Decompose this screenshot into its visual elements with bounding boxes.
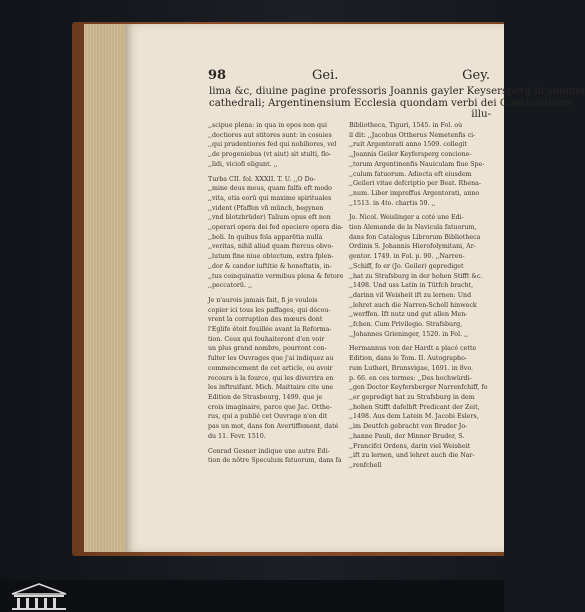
text-line: ,,er gepredigt hat zu Strafsburg in dem [349,393,475,401]
text-line: ,,ruit Argentorati anno 1509. collegit [349,141,467,149]
text-line: ,,veritas, nihil aliud quam ftercus obvo- [208,243,334,251]
text-line: ,,hohen Stifft dafelbft Predicant der Zeit, [349,403,480,411]
text-line: commencement de cet article, ou avoir [208,364,333,372]
text-line: ,,hanne Pauli, der Minner Bruder, S. [349,432,465,440]
text-line: ,,renfchell [349,461,382,469]
text-line: ,,doctiores aut stitores sunt: in cosuies [208,131,332,139]
running-header [208,68,490,86]
text-line: du 11. Fevr. 1510. [208,432,266,440]
text-line: ,,qui prudentiores fed qui nobiliores, vel [208,141,337,149]
text-line: Conrad Gesner indique une autre Edi- [208,447,330,455]
running-head-left: Gei. [312,68,339,83]
text-line: les inftruifant. Mich. Maittaire cite une [208,384,334,392]
text-line: Edition de Strasbourg, 1499. que je [208,393,323,401]
text-line: ,,scipue plena: in qua in epos non qui [208,122,328,129]
text-line: ,,darinn vil Weisheit ift zu lernen: Und [349,291,472,299]
text-line: ,,1498. Und uss Latin in Tütfch bracht, [349,282,474,290]
text-line: ,,Schiff, fo er (Jo. Geiler) geprediget [349,262,464,270]
page-edges [84,24,128,552]
text-line: p. 66. en ces termes: ,,Des hochwürdi- [349,374,472,382]
text-line: ,,num. Liber impreffus Argentorati, anno [349,189,480,197]
text-line: ,,lehret auch die Narren-Schell hinweck [349,301,477,309]
text-line: Hermannus von der Hardt a placé cette [349,345,477,353]
text-line: ,,vita, etia eorū qui maxime spirituales [208,194,332,202]
text-line: ,,1513. in 4to. chartis 59. ,, [349,199,436,207]
text-line: Bibliotheca, Tiguri, 1545. in Fol. où [349,122,463,129]
text-line: ,,de progeniebus (vt aiut) sit stulti, flo- [208,151,332,159]
text-line: ,,werffen. Ift nutz und gut allen Men- [349,311,468,319]
text-line: ,,tus coinquinatio vermibus plena & fetore [208,272,344,280]
text-line: Je n'aurois jamais fait, fi je voulois [208,296,318,304]
left-text-column [208,121,342,466]
text-line: ,,lutum fine niue obtectum, extra fplen- [208,253,334,261]
lead-title-block [209,86,585,121]
text-line: pas un mot, dans fon Avertiffement, daté [208,423,339,431]
text-line: ,,vnd blotzbrüder) Talium opus eft non [208,214,331,222]
text-line: ,,Geileri vitae defcriptio per Beat. Rhena- [349,180,482,188]
text-line: Edition, dans le Tom. II. Autographo- [349,355,468,363]
text-line: ,,peccatorū. ,, [208,282,252,290]
text-line: ,,gen Doctor Keyfersberger Narrenfchiff, fo [349,384,488,392]
text-line: ,,1498. Aus dem Latein M. Jacobi Eslers, [349,413,479,421]
text-line: dans fon Catalogus Librorum Bibliotheca [349,233,481,241]
text-line: copier ici tous les paffages, qui décou- [208,306,331,314]
lead-line: lima &c, diuine pagine professoris Joannis gayler Keysersperg in summa [209,86,585,97]
lead-line: illu- [471,109,491,120]
page-number: 98 [208,68,227,83]
text-line: vrent la corruption des mœurs dont [208,316,323,324]
text-line: ,,ift zu lernen, und lehret auch die Nar- [349,452,475,460]
text-line: Turba CII. fol. XXXII. T. U. ,,O Do- [208,175,316,183]
text-line: ,,Joannis Geiler Keyfersperg concione- [349,151,472,159]
text-line: Jo. Nicol. Weislinger a coté une Edi- [349,214,464,222]
library-logo-icon [6,580,72,612]
text-line: ,,torum Argentinenfis Nauiculam fiue Spe- [349,160,485,168]
text-line: crois imaginaire, parce que Jac. Otthe- [208,403,332,411]
text-line: tion de nôtre Speculum fatuorum, dans fa [208,457,342,465]
text-line: ,,boli. In quibus fola apparētia nulla [208,233,323,241]
text-line: l'Eglife étoit fouillée avant la Reforma- [208,326,332,334]
text-line: ,,im Deutfch gebracht von Bruder Jo- [349,423,468,431]
text-line: tion. Ceux qui fouhaiteront d'en voir [208,335,325,343]
text-line: ,,Johannes Grieninger, 1520. in Fol. ,, [349,330,469,338]
right-text-column [349,121,488,471]
text-line: il dit: ,,Jacobus Ottherus Nemetenfis ci- [349,131,476,139]
text-line: ,,lidi, viciofi eligunt. ,, [208,160,278,168]
text-line: ,,vident (Pfaffen vñ münch, begynen [208,204,324,212]
text-line: fulter les Ouvrages que j'ai indiquez au [208,355,334,363]
text-line: ,,fchen. Cum Privilegio. Strafsburg, [349,321,463,329]
text-line: un plus grand nombre, pourront con- [208,345,327,353]
text-line: ,,dor & candor iuftitie & honeftatis, in- [208,262,332,270]
text-line: ,,Francifci Ordens, darin viel Weisheit [349,442,471,450]
text-line: Ordinis S. Johannis Hierofolymitani, Ar- [349,243,476,251]
text-line: gentor. 1749. in Fol. p. 90. ,,Narren- [349,253,465,261]
text-line: ,,hat zu Strafsburg in der hohen Stifft &c. [349,272,483,280]
lead-line: cathedrali; Argentinensium Ecclesia quondam verbi dei Concionatoris [209,97,572,109]
text-line: ,,mine deus meus, quam falfa eft modo [208,185,332,193]
text-line: ,,culum fatuorum. Adiecta eft eiusdem [349,170,472,178]
text-line: tion Alemande de la Navicula fatuorum, [349,224,477,232]
text-line: rum Lutheri, Brunsvigae, 1691. in 8vo. [349,364,474,372]
text-line: ,,operari opera dei fed opeciere opera dia- [208,224,344,232]
text-line: recours à la fource, qui les diverrira en [208,374,334,382]
footer-bar [0,580,504,612]
text-line: rus, qui a publié cet Ouvrage n'en dit [208,413,328,421]
running-head-right: Gey. [462,68,490,83]
